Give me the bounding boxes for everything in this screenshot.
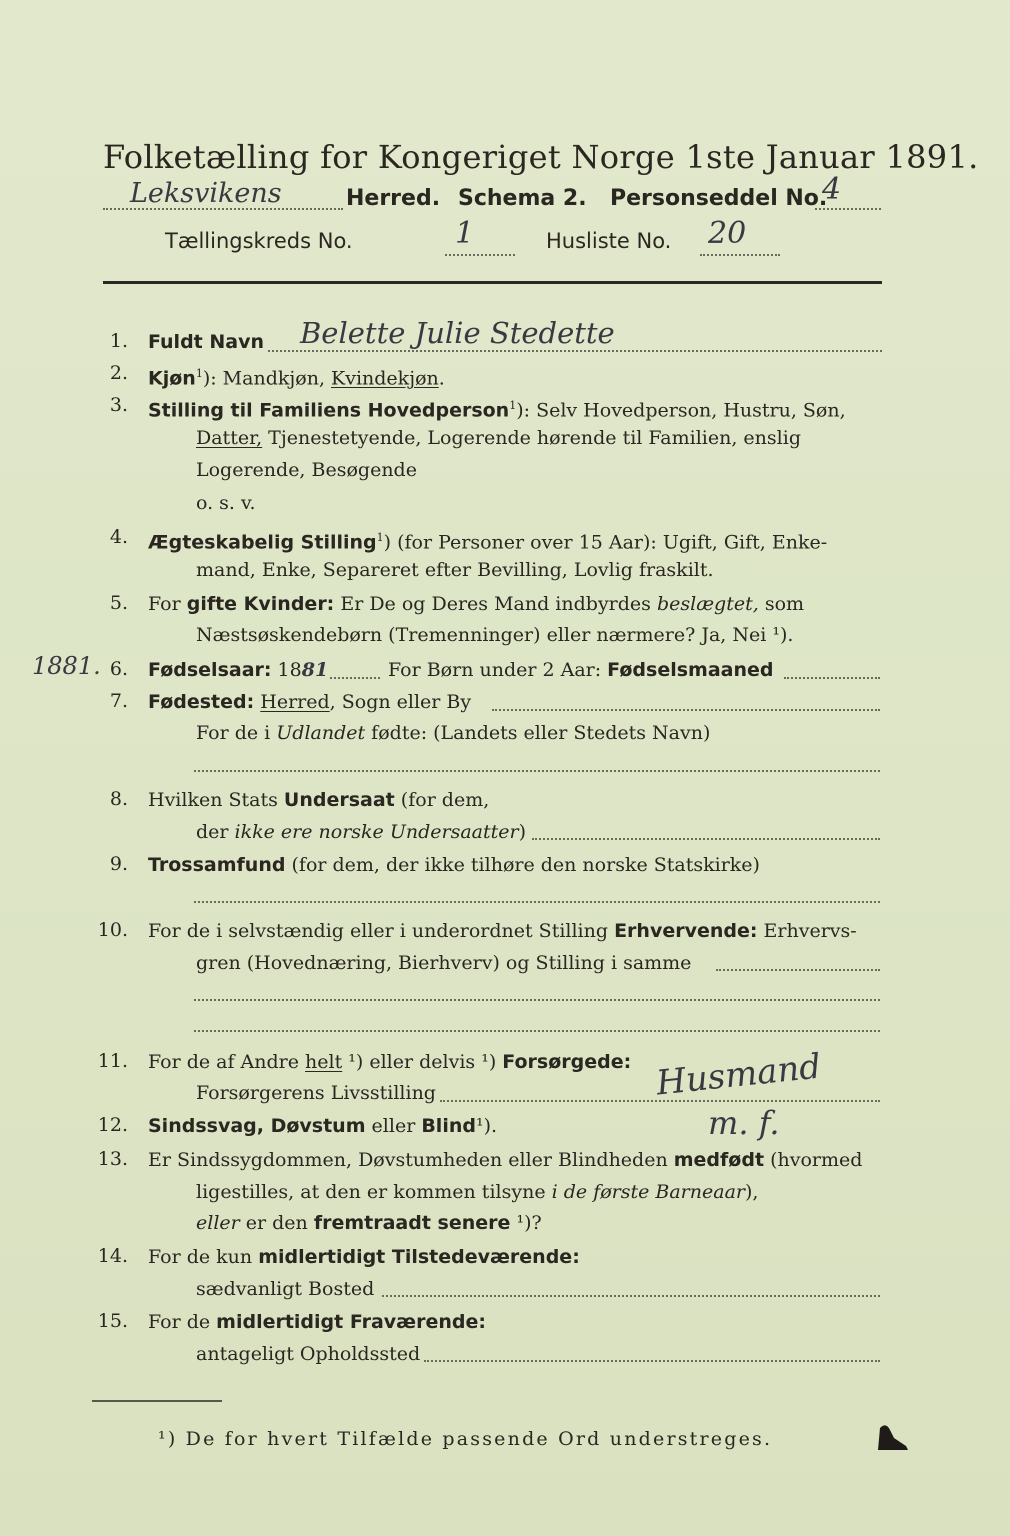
occupation-line2: gren (Hovednæring, Bierhverv) og Stilling i samme	[196, 952, 692, 974]
supported-mid: ¹) eller delvis ¹)	[342, 1051, 503, 1073]
occupation-label: Erhvervende:	[614, 920, 758, 942]
abroad-text-b: Udlandet	[276, 722, 366, 744]
birth-year-prefix: 18	[271, 659, 302, 681]
schema-label: Schema 2.	[458, 186, 587, 211]
item-number: 1.	[109, 330, 128, 352]
blind-label: Blind	[421, 1115, 476, 1137]
supported-pre: For de af Andre	[148, 1051, 306, 1073]
temporary-absent-line1	[148, 1310, 486, 1334]
birth-month-text: For Børn under 2 Aar:	[388, 659, 608, 681]
disability-value: m. f.	[708, 1104, 780, 1142]
congenital-line3	[196, 1211, 542, 1235]
supported-label: Forsørgede:	[502, 1051, 632, 1073]
herred-value: Leksvikens	[130, 178, 282, 209]
married-women-related: beslægtet,	[656, 593, 759, 615]
herred-label: Herred.	[346, 186, 441, 211]
item-number: 4.	[109, 526, 128, 548]
kreds-line	[445, 254, 515, 256]
birthplace-row	[148, 690, 471, 714]
citizenship-text1: (for dem,	[394, 789, 490, 811]
congenital-text3a: eller	[196, 1212, 240, 1234]
item-number: 15.	[97, 1310, 128, 1332]
temporary-present-line1	[148, 1245, 580, 1269]
item-number: 5.	[109, 592, 128, 614]
footnote-rule	[92, 1400, 222, 1402]
birthplace-line	[492, 709, 880, 711]
congenital-text2b: i de første Barneaar	[551, 1181, 745, 1203]
probable-residence-label: antageligt Opholdssted	[196, 1343, 421, 1365]
usual-residence-label: sædvanligt Bosted	[196, 1278, 375, 1300]
birthplace-label: Fødested:	[148, 691, 255, 713]
marital-text1: ) (for Personer over 15 Aar): Ugift, Gift, Enke-	[383, 531, 828, 554]
occupation-line1	[148, 919, 857, 943]
birthplace-abroad-row	[196, 721, 710, 745]
item-number: 9.	[109, 853, 128, 875]
item-number: 2.	[109, 362, 128, 384]
citizenship-text2b: ikke ere norske Undersaatter	[234, 821, 519, 843]
corner-mark-icon	[872, 1420, 912, 1454]
item-number: 12.	[97, 1114, 128, 1136]
religion-label: Trossamfund	[148, 854, 286, 876]
personseddel-label: Personseddel No.	[610, 186, 828, 211]
disability-row	[148, 1114, 497, 1138]
form-title: Folketælling for Kongeriget Norge 1ste Januar 1891.	[103, 138, 979, 176]
birth-year-label: Fødselsaar:	[148, 659, 272, 681]
disability-mid: eller	[365, 1115, 422, 1137]
item-number: 3.	[109, 394, 128, 416]
religion-text: (for dem, der ikke tilhøre den norske Statskirke)	[285, 854, 760, 876]
supporter-occupation-label: Forsørgerens Livsstilling	[196, 1082, 436, 1104]
item-number: 13.	[97, 1148, 128, 1170]
birth-year-row	[148, 658, 328, 682]
birth-month-label: Fødselsmaaned	[607, 659, 774, 681]
herred-line	[103, 208, 343, 210]
occupation-text1: Erhvervs-	[757, 920, 857, 942]
husliste-value: 20	[708, 216, 747, 251]
birthplace-options: , Sogn eller By	[329, 691, 472, 713]
congenital-line1	[148, 1148, 862, 1172]
married-women-text1: Er De og Deres Mand indbyrdes	[334, 593, 657, 615]
birth-year-value: 81	[301, 659, 329, 681]
married-women-pre: For	[148, 593, 187, 615]
citizenship-line1	[148, 788, 489, 812]
temporary-present-label: midlertidigt Tilstedeværende:	[258, 1246, 580, 1268]
citizenship-line2	[196, 820, 526, 844]
occupation-line-c	[194, 1030, 880, 1032]
item-number: 10.	[97, 919, 128, 941]
sex-row: Kjøn$^1$): Mandkjøn, Kvindekjøn.	[148, 367, 445, 390]
citizenship-text2a: der	[196, 821, 235, 843]
marital-line2: mand, Enke, Separeret efter Bevilling, Lovlig fraskilt.	[196, 559, 714, 581]
full-name-line	[268, 350, 882, 352]
occupation-line-a	[716, 969, 880, 971]
husliste-line	[700, 254, 780, 256]
full-name-value: Belette Julie Stedette	[300, 316, 615, 350]
footnote: ¹) De for hvert Tilfælde passende Ord understreges.	[158, 1428, 773, 1450]
citizenship-text2c: )	[518, 821, 526, 843]
birth-year-line	[330, 677, 380, 679]
supporter-occupation-value: Husmand	[654, 1046, 823, 1104]
usual-residence-line	[382, 1295, 880, 1297]
citizenship-line	[532, 838, 880, 840]
family-position-text2: Tjenestetyende, Logerende hørende til Familien, enslig	[262, 427, 801, 449]
disability-label: Sindssvag, Døvstum	[148, 1115, 366, 1137]
family-position-label: Stilling til Familiens Hovedperson	[148, 399, 510, 422]
congenital-text1c: (hvormed	[764, 1149, 863, 1171]
item-number: 8.	[109, 788, 128, 810]
congenital-text2a: ligestilles, at den er kommen tilsyne	[196, 1181, 552, 1203]
personseddel-value: 4	[822, 172, 842, 207]
margin-note-year: 1881.	[32, 652, 101, 680]
kreds-value: 1	[455, 216, 475, 251]
married-women-label: gifte Kvinder:	[186, 593, 335, 615]
personseddel-line	[815, 208, 881, 210]
citizenship-label: Undersaat	[283, 789, 395, 811]
sex-label: Kjøn	[148, 367, 196, 390]
item-number: 11.	[97, 1050, 128, 1072]
family-position-line2	[196, 426, 801, 450]
congenital-text1a: Er Sindssygdommen, Døvstumheden eller Blindheden	[148, 1149, 674, 1171]
marital-line1: Ægteskabelig Stilling$^1$) (for Personer over 15 Aar): Ugift, Gift, Enke-	[148, 531, 828, 554]
temporary-absent-pre: For de	[148, 1311, 217, 1333]
congenital-text3b: er den	[239, 1212, 314, 1234]
full-name-label: Fuldt Navn	[148, 331, 265, 353]
citizenship-pre: Hvilken Stats	[148, 789, 284, 811]
occupation-pre: For de i selvstændig eller i underordnet Stilling	[148, 920, 615, 942]
married-women-line2: Næstsøskendebørn (Tremenninger) eller nærmere? Ja, Nei ¹).	[196, 624, 794, 646]
birthplace-selected: Herred	[260, 691, 330, 713]
religion-row	[148, 853, 760, 877]
probable-residence-line	[424, 1360, 880, 1362]
abroad-text-c: fødte: (Landets eller Stedets Navn)	[365, 722, 711, 744]
congenital-text2c: ),	[745, 1181, 759, 1203]
congenital-line2	[196, 1180, 758, 1204]
family-position-text1: ): Selv Hovedperson, Hustru, Søn,	[516, 399, 846, 422]
occupation-line-b	[194, 999, 880, 1001]
birthplace-abroad-line	[194, 770, 880, 772]
birth-month-row	[388, 658, 774, 682]
header-rule	[103, 281, 882, 284]
congenital-label: medfødt	[673, 1149, 765, 1171]
supported-fully: helt	[305, 1051, 343, 1073]
disability-end: ¹).	[475, 1115, 498, 1137]
birth-month-line	[784, 677, 880, 679]
husliste-label: Husliste No.	[546, 229, 672, 253]
family-position-selected: Datter,	[196, 427, 263, 449]
family-position-line3: Logerende, Besøgende	[196, 459, 417, 481]
item-number: 6.	[109, 658, 128, 680]
later-onset-label: fremtraadt senere	[313, 1212, 511, 1234]
item-number: 7.	[109, 690, 128, 712]
family-position-line4: o. s. v.	[196, 492, 256, 514]
sex-selected: Kvindekjøn	[331, 367, 439, 390]
marital-label: Ægteskabelig Stilling	[148, 531, 377, 554]
religion-line	[194, 901, 880, 903]
temporary-absent-label: midlertidigt Fraværende:	[216, 1311, 486, 1333]
married-women-text1b: som	[758, 593, 805, 615]
abroad-text-a: For de i	[196, 722, 277, 744]
kreds-label: Tællingskreds No.	[165, 229, 353, 253]
sex-end: .	[438, 367, 445, 390]
item-number: 14.	[97, 1245, 128, 1267]
temporary-present-pre: For de kun	[148, 1246, 259, 1268]
sex-options: ): Mandkjøn,	[202, 367, 332, 390]
married-women-line1	[148, 592, 804, 616]
family-position-line1: Stilling til Familiens Hovedperson$^1$): Selv Hovedperson, Hustru, Søn,	[148, 399, 846, 422]
supported-line1	[148, 1050, 631, 1074]
congenital-text3d: ¹)?	[510, 1212, 542, 1234]
